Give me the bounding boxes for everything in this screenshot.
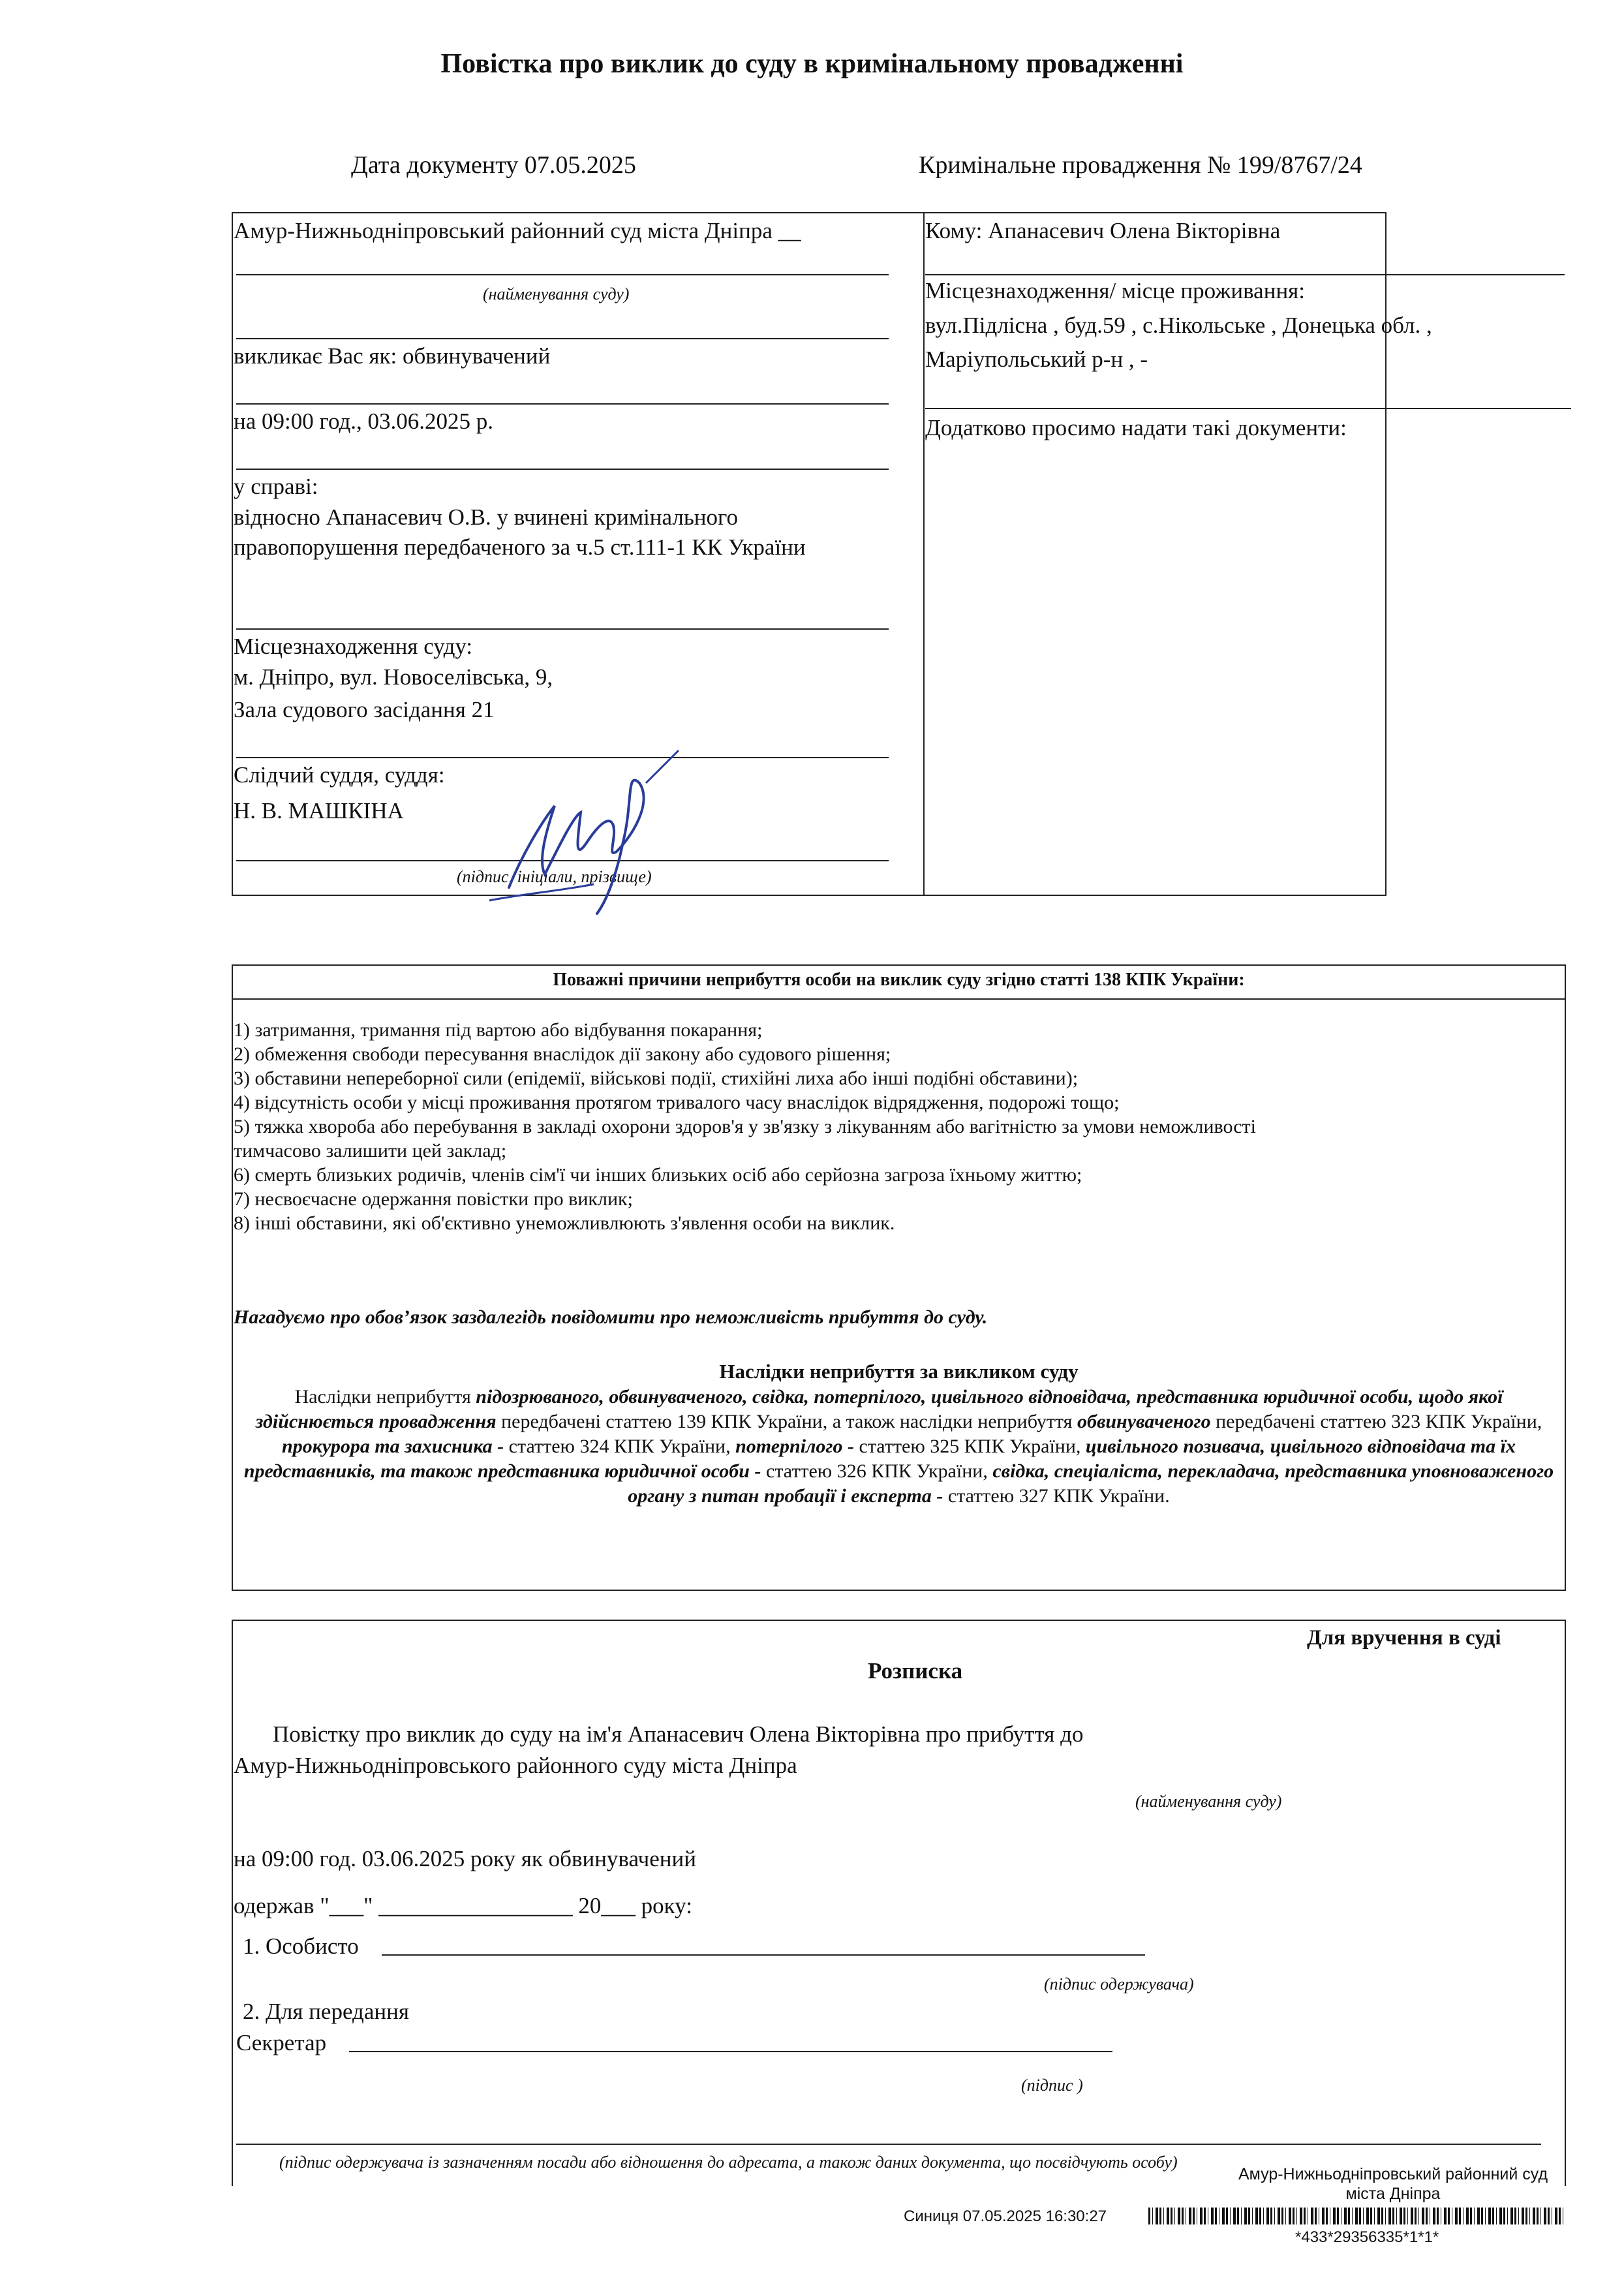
summons-role: викликає Вас як: обвинувачений (234, 343, 551, 369)
barcode (1148, 2208, 1566, 2224)
signature-caption-small: (підпис ) (1021, 2076, 1083, 2095)
rule (925, 274, 1565, 275)
reminder-text: Нагадуємо про обов’язок заздалегідь повідомити про неможливість прибуття до суду. (234, 1306, 988, 1328)
consequences-emphasis: прокурора та захисника - (282, 1436, 504, 1457)
column-divider (923, 212, 925, 896)
rule (236, 274, 889, 275)
judge-label: Слідчий суддя, суддя: (234, 762, 445, 788)
reason-item: 1) затримання, тримання під вартою або відбування покарання; (234, 1019, 763, 1041)
signature-line (382, 1954, 1145, 1956)
reasons-heading: Поважні причини неприбуття особи на виклик суду згідно статті 138 КПК України: (553, 970, 1245, 990)
case-label: у справі: (234, 474, 318, 499)
consequences-part: передбачені статтею 139 КПК України, а також наслідки неприбуття (496, 1411, 1077, 1432)
rule (236, 403, 889, 405)
judge-name: Н. В. МАШКІНА (234, 798, 404, 823)
consequences-part: статтею 325 КПК України, (854, 1436, 1086, 1457)
reason-item: тимчасово залишити цей заклад; (234, 1140, 507, 1162)
reason-item: 8) інші обставини, які об'єктивно унеможливлюють з'явлення особи на виклик. (234, 1212, 895, 1234)
residence-line2: Маріупольський р-н , - (925, 346, 1148, 372)
consequences-emphasis: потерпілого - (735, 1436, 854, 1457)
consequences-emphasis: свідка, спеціаліста, перекладача, представника уповноваженого органу з питан пробації і експерта - (628, 1460, 1554, 1507)
rule (233, 998, 1565, 1000)
receipt-line1: Повістку про виклик до суду на ім'я Апанасевич Олена Вікторівна про прибуття до (273, 1721, 1084, 1747)
document-title: Повістка про виклик до суду в кримінальному провадженні (440, 49, 1184, 79)
rule (925, 408, 1571, 409)
reason-item: 2) обмеження свободи пересування внаслідок дії закону або судового рішення; (234, 1043, 891, 1065)
for-court-label: Для вручення в суді (1307, 1626, 1501, 1650)
secretary-label: Секретар (236, 2030, 327, 2055)
personally-label: 1. Особисто (243, 1933, 359, 1959)
court-name: Амур-Нижньодніпровський районний суд міста Дніпра __ (234, 218, 801, 243)
court-location-label: Місцезнаходження суду: (234, 634, 473, 659)
court-location-line1: м. Дніпро, вул. Новоселівська, 9, (234, 664, 553, 690)
signature-caption: (підпис, ініціали, прізвище) (457, 867, 652, 886)
receipt-court-caption: (найменування суду) (1135, 1792, 1282, 1811)
document-date: Дата документу 07.05.2025 (351, 151, 636, 179)
reason-item: 7) несвоєчасне одержання повістки про виклик; (234, 1188, 633, 1210)
additional-documents: Додатково просимо надати такі документи: (925, 415, 1347, 440)
receipt-time-line: на 09:00 год. 03.06.2025 року як обвинувачений (234, 1846, 696, 1871)
consequences-emphasis: цивільного позивача, цивільного відповідача та їх представників, та також представника юридичної особи - (243, 1436, 1516, 1482)
court-stamp (1214, 2164, 1572, 2204)
court-location-line2: Зала судового засідання 21 (234, 697, 495, 722)
stamp-court-line1: Амур-Нижньодніпровський районний суд (1238, 2165, 1548, 2183)
barcode-text: *433*29356335*1*1* (1295, 2228, 1439, 2246)
recipient-signature-caption: (підпис одержувача) (1044, 1975, 1194, 1993)
consequences-emphasis: підозрюваного, обвинуваченого, свідка, потерпілого, цивільного відповідача, представника юридичної особи, щодо якої здійснюється провадження (255, 1386, 1503, 1432)
recipient-name: Кому: Апанасевич Олена Вікторівна (925, 218, 1281, 243)
residence-label: Місцезнаходження/ місце проживання: (925, 278, 1305, 303)
transfer-label: 2. Для передання (243, 1999, 409, 2024)
receipt-court-name: Амур-Нижньодніпровського районного суду міста Дніпра (234, 1753, 797, 1778)
rule (236, 338, 889, 339)
consequences-part: статтею 324 КПК України, (504, 1436, 736, 1457)
consequences-part: передбачені статтею 323 КПК України, (1210, 1411, 1542, 1432)
rule (236, 469, 889, 470)
signature-line (349, 2051, 1112, 2052)
consequences-part: статтею 326 КПК України, (761, 1460, 993, 1482)
receipt-heading: Розписка (868, 1658, 963, 1684)
hearing-time: на 09:00 год., 03.06.2025 р. (234, 408, 494, 434)
rule (236, 2144, 1541, 2145)
received-date-line: одержав "___" _________________ 20___ року: (234, 1893, 692, 1918)
reasons-list (234, 1018, 1256, 1235)
case-description: відносно Апанасевич О.В. у вчинені кримінального правопорушення передбаченого за ч.5 ст.111-1 КК України (234, 504, 806, 560)
consequences-text (238, 1385, 1559, 1509)
consequences-heading: Наслідки неприбуття за викликом суду (719, 1360, 1079, 1383)
residence-line1: вул.Підлісна , буд.59 , с.Нікольське , Донецька обл. , (925, 313, 1432, 338)
court-caption: (найменування суду) (483, 285, 630, 303)
stamp-court-line2: міста Дніпра (1345, 2185, 1441, 2203)
reason-item: 5) тяжка хвороба або перебування в закладі охорони здоров'я у зв'язку з лікуванням або вагітністю за умови неможливості (234, 1116, 1256, 1137)
receipt-bottom-caption: (підпис одержувача із зазначенням посади або відношення до адресата, а також даних документа, що посвідчують особу) (279, 2153, 1178, 2172)
rule (236, 628, 889, 630)
case-number: Кримінальне провадження № 199/8767/24 (919, 151, 1362, 179)
reason-item: 6) смерть близьких родичів, членів сім'ї чи інших близьких осіб або серйозна загроза їхньому життю; (234, 1164, 1082, 1186)
judge-signature (483, 744, 692, 920)
clerk-timestamp: Синиця 07.05.2025 16:30:27 (904, 2208, 1107, 2225)
consequences-part: статтею 327 КПК України. (943, 1485, 1170, 1507)
consequences-emphasis: обвинуваченого (1077, 1411, 1211, 1432)
reason-item: 4) відсутність особи у місці проживання протягом тривалого часу внаслідок відрядження, подорожі тощо; (234, 1092, 1120, 1113)
consequences-part: Наслідки неприбуття (294, 1386, 476, 1408)
reason-item: 3) обставини непереборної сили (епідемії, військові події, стихійні лиха або інші подібні обставини); (234, 1068, 1079, 1089)
